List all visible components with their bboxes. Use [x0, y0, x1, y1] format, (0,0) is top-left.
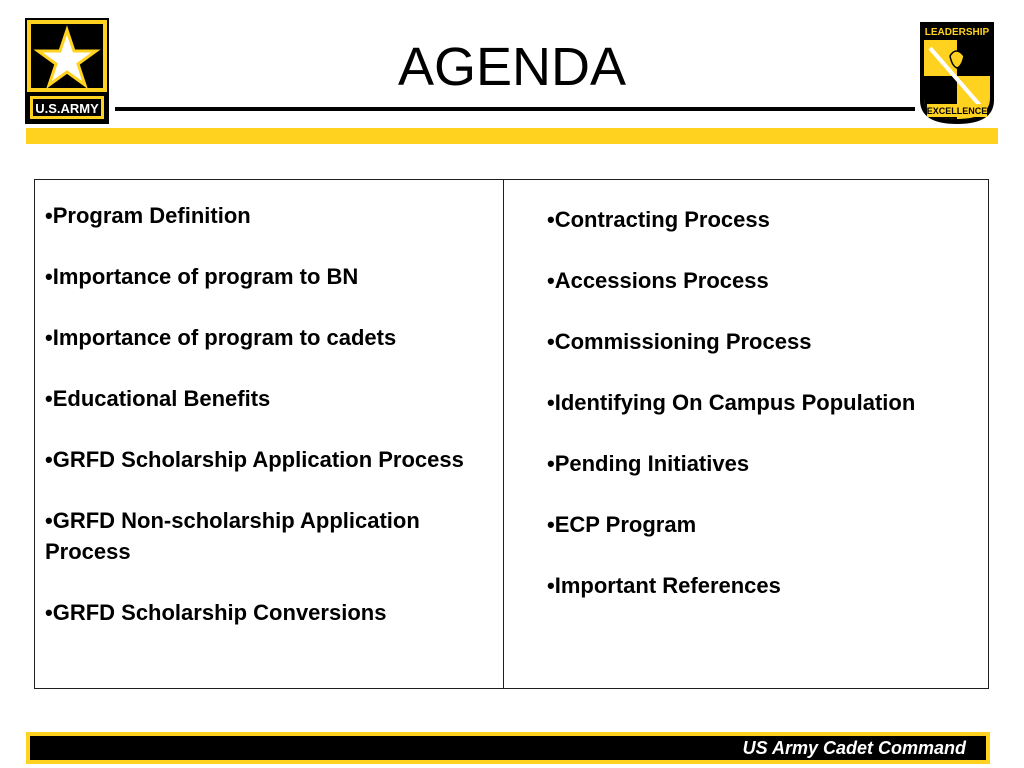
agenda-item: [45, 200, 493, 231]
agenda-item-label: Educational Benefits: [52, 386, 271, 411]
agenda-item-label: GRFD Scholarship Application Process: [52, 447, 464, 472]
footer-text: US Army Cadet Command: [742, 738, 966, 758]
agenda-item: [45, 444, 493, 475]
bullet-icon: •: [45, 447, 53, 472]
agenda-item: [45, 505, 493, 567]
agenda-right-column: [504, 180, 988, 688]
agenda-item: [547, 448, 978, 479]
footer-inner: [30, 736, 986, 760]
svg-text:U.S.ARMY: U.S.ARMY: [35, 101, 99, 116]
agenda-item: [547, 509, 978, 540]
agenda-item: [547, 387, 978, 418]
bullet-icon: •: [547, 573, 555, 598]
agenda-item-label: Importance of program to cadets: [52, 325, 397, 350]
bullet-icon: •: [547, 268, 555, 293]
agenda-item: [547, 204, 978, 235]
agenda-item: [45, 322, 493, 353]
bullet-icon: •: [45, 264, 53, 289]
bullet-icon: •: [547, 329, 555, 354]
agenda-item-label: Commissioning Process: [554, 329, 812, 354]
agenda-item-label: GRFD Scholarship Conversions: [52, 600, 387, 625]
agenda-item-label: Contracting Process: [554, 207, 770, 232]
agenda-item: [45, 597, 493, 628]
agenda-item: [45, 383, 493, 414]
svg-text:EXCELLENCE: EXCELLENCE: [926, 106, 988, 116]
bullet-icon: •: [45, 508, 53, 533]
agenda-item-label: ECP Program: [554, 512, 697, 537]
agenda-item: [45, 261, 493, 292]
bullet-icon: •: [45, 386, 53, 411]
agenda-item-label: Pending Initiatives: [554, 451, 750, 476]
page-title: AGENDA: [397, 37, 627, 97]
bullet-icon: •: [45, 325, 53, 350]
agenda-item-label: Program Definition: [52, 203, 251, 228]
agenda-item-label: Importance of program to BN: [52, 264, 359, 289]
gold-banner: [26, 128, 998, 144]
agenda-item-label: Accessions Process: [554, 268, 769, 293]
svg-text:LEADERSHIP: LEADERSHIP: [924, 27, 990, 38]
agenda-item: [547, 326, 978, 357]
footer-bar: [26, 732, 990, 764]
title-underline: [115, 107, 915, 111]
bullet-icon: •: [45, 600, 53, 625]
bullet-icon: •: [547, 512, 555, 537]
agenda-table: [34, 179, 989, 689]
agenda-item: [547, 265, 978, 296]
agenda-left-column: [35, 180, 504, 688]
agenda-item-label: Identifying On Campus Population: [554, 390, 916, 415]
agenda-item: [547, 570, 978, 601]
agenda-item-label: GRFD Non-scholarship Application Process: [45, 508, 420, 564]
bullet-icon: •: [547, 451, 555, 476]
bullet-icon: •: [45, 203, 53, 228]
agenda-item-label: Important References: [554, 573, 781, 598]
bullet-icon: •: [547, 207, 555, 232]
bullet-icon: •: [547, 390, 555, 415]
